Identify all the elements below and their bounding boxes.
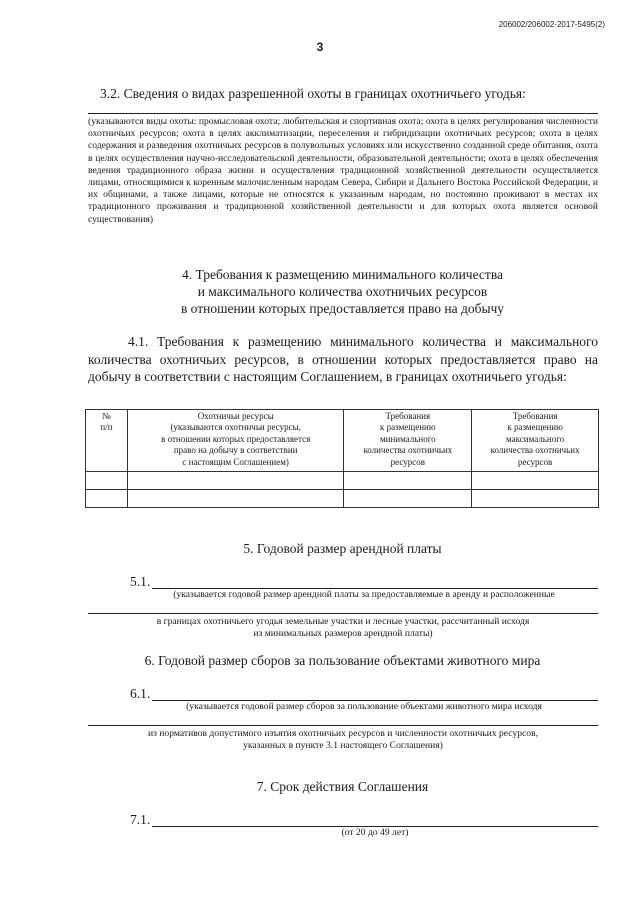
page-number: 3	[316, 40, 324, 54]
header-text: в отношении которых предоставляется	[161, 433, 311, 444]
header-text: количества охотничьих	[363, 445, 453, 456]
section-5-title: 5. Годовой размер арендной платы	[243, 541, 442, 556]
header-number	[86, 410, 128, 472]
header-text: Требования	[385, 411, 431, 421]
hunting-types-note: (указываются виды охоты: промысловая охота; любительская и спортивная охота; охота в целях регулирования численности охотничьих ресурсов; охота в целях акклиматизации, переселения и гибридизации охотничьих ресурсов; охота в целях содержания и разведения охотничьих ресурсов в полувольных условиях или искусственно созданной среде обитания, охота в целях осуществления научно-исследовательской деятельности, образовательной деятельности; охота в целях обеспечения ведения традиционного образа жизни и осуществления традиционной хозяйственной деятельности осуществляется лицами, относящимися к коренным малочисленным народам Севера, Сибири и Дальнего Востока Российской Федерации, и их общинами, а также лицами, которые не относятся к указанным народам, но постоянно проживают в местах их традиционного проживания и традиционной хозяйственной деятельности и для которых охота является основой существования)	[88, 116, 598, 225]
section-4-title-line: 4. Требования к размещению минимального количества	[181, 267, 504, 282]
item-6-1-label: 6.1.	[130, 686, 151, 701]
item-4-1-text: 4.1. Требования к размещению минимального количества и максимального количества охотничьих ресурсов, в отношении которых предоставляется право на добычу в соответствии с настоящим Соглашением, в границах охотничьего угодья:	[88, 334, 598, 384]
header-min	[344, 410, 472, 472]
note-6-1-line1: (указывается годовой размер сборов за пользование объектами животного мира исходя	[186, 701, 542, 712]
table-cell[interactable]	[472, 490, 599, 508]
table-cell[interactable]	[127, 490, 344, 508]
header-text: №	[102, 411, 111, 421]
header-text: право на добычу в соответствии	[173, 445, 298, 456]
section-7-title: 7. Срок действия Соглашения	[256, 779, 429, 794]
item-7-1-label: 7.1.	[130, 812, 151, 827]
note-6-1-line3: указанных в пункте 3.1 настоящего Соглашения)	[243, 740, 443, 751]
table-row	[86, 490, 599, 508]
header-text: Требования	[512, 411, 558, 421]
header-resources	[127, 410, 344, 472]
table-cell[interactable]	[86, 490, 128, 508]
header-text: (указываются охотничьи ресурсы,	[170, 422, 301, 433]
header-text: количества охотничьих	[490, 445, 580, 456]
header-text: к размещению	[507, 422, 563, 433]
note-7-1: (от 20 до 49 лет)	[341, 827, 409, 838]
header-text: к размещению	[380, 422, 436, 433]
document-id: 206002/206002-2017-5495(2)	[498, 20, 605, 29]
section-4-title-line: и максимального количества охотничьих ресурсов	[197, 284, 488, 299]
table-cell[interactable]	[344, 490, 472, 508]
section-4-title	[100, 266, 585, 317]
fill-line-6-1-cont[interactable]	[88, 725, 598, 726]
item-3-2-heading: 3.2. Сведения о видах разрешенной охоты в границах охотничьего угодья:	[100, 86, 526, 101]
header-text: Охотничьи ресурсы	[197, 411, 274, 421]
table-cell[interactable]	[344, 472, 472, 490]
table-cell[interactable]	[127, 472, 344, 490]
table-row	[86, 472, 599, 490]
note-5-1-line2: в границах охотничьего угодья земельные участки и лесные участки, рассчитанный исходя	[156, 616, 530, 627]
header-text: максимального	[506, 433, 565, 444]
section-4-title-line: в отношении которых предоставляется право на добычу	[180, 301, 505, 316]
header-text: ресурсов	[390, 456, 425, 467]
fill-line-5-1-cont[interactable]	[88, 613, 598, 614]
table-header-row	[86, 410, 599, 472]
header-text: с настоящим Соглашением)	[182, 456, 289, 467]
resources-table	[85, 409, 599, 508]
header-text: минимального	[379, 433, 436, 444]
header-max	[472, 410, 599, 472]
note-5-1-line3: из минимальных размеров арендной платы)	[253, 628, 433, 639]
section-6-title: 6. Годовой размер сборов за пользование объектами животного мира	[144, 653, 541, 668]
table-cell[interactable]	[86, 472, 128, 490]
header-text: п/п	[100, 422, 113, 433]
item-5-1-label: 5.1.	[130, 574, 151, 589]
header-text: ресурсов	[517, 456, 553, 467]
note-5-1-line1: (указывается годовой размер арендной платы за предоставляемые в аренду и расположенные	[173, 589, 555, 600]
table-cell[interactable]	[472, 472, 599, 490]
fill-line-3-2	[88, 113, 598, 114]
note-6-1-line2: из нормативов допустимого изъятия охотничьих ресурсов и численности охотничьих ресурсов,	[147, 728, 539, 739]
